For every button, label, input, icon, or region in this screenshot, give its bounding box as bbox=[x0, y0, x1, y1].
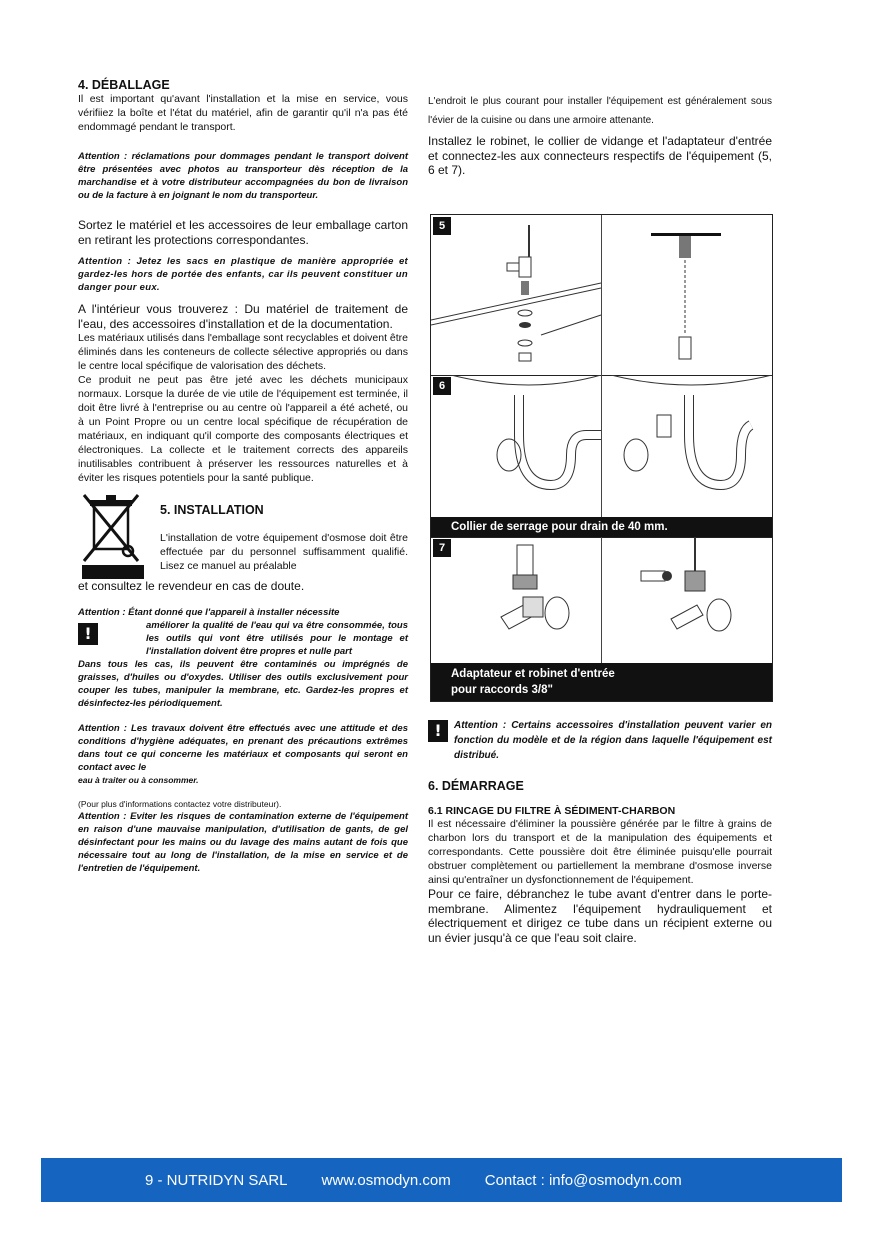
right-column-bottom bbox=[428, 718, 772, 945]
unpack-text: Sortez le matériel et les accessoires de leur emballage carton en retirant les protections correspondantes. bbox=[78, 218, 408, 247]
install-faucet-text: Installez le robinet, le collier de vidange et l'adaptateur d'entrée et connectez-les aux connecteurs respectifs de l'équipement (5, 6 et 7). bbox=[428, 134, 772, 177]
attention-install-lead: Attention : Étant donné que l'appareil à installer nécessite bbox=[78, 606, 340, 618]
section-4-intro: Il est important qu'avant l'installation et la mise en service, vous vérifiiez la boîte et l'état du matériel, afin de garantir qu'il n'a pas été endommagé pendant le transport. bbox=[78, 93, 408, 133]
attention-accessories: Attention : Certains accessoires d'installation peuvent varier en fonction du modèle et de la région dans laquelle l'équipement est distribué. bbox=[454, 720, 772, 761]
installation-figure bbox=[430, 214, 773, 702]
attention-hygiene: Attention : Les travaux doivent être effectués avec une attitude et des conditions d'hygiène adéquates, en prenant des précautions extrêmes dans tout ce qui concerne les matériaux et composants qui seront en contact avec le bbox=[78, 722, 408, 773]
attention-bags: Attention : Jetez les sacs en plastique de manière appropriée et gardez-les hors de portée des enfants, car ils peuvent constituer un danger pour eux. bbox=[78, 256, 408, 293]
caption-inlet-adapter-line1: Adaptateur et robinet d'entrée bbox=[451, 668, 615, 680]
section-6-1-text2: Pour ce faire, débranchez le tube avant d'entrer dans le porte-membrane. Alimentez l'équipement hydrauliquement et électriquement et dirigez ce tube dans un récipient externe ou un évier jusqu'à ce que l'eau soit claire. bbox=[428, 887, 772, 945]
installation-block bbox=[78, 491, 408, 583]
figure-panel-6 bbox=[431, 375, 772, 538]
footer-bar bbox=[41, 1158, 842, 1202]
left-column bbox=[78, 78, 408, 875]
right-column-top bbox=[428, 92, 772, 178]
warning-icon: ! bbox=[428, 720, 448, 742]
attention-accessories-row bbox=[428, 718, 772, 763]
section-4-title: 4. DÉBALLAGE bbox=[78, 78, 170, 92]
footer-page: 9 - NUTRIDYN SARL bbox=[145, 1171, 288, 1189]
section-6-1-title: 6.1 RINCAGE DU FILTRE À SÉDIMENT-CHARBON bbox=[428, 805, 676, 817]
more-info-text: (Pour plus d'informations contactez votre distributeur). bbox=[78, 798, 282, 809]
location-text: L'endroit le plus courant pour installer l'équipement est généralement sous l'évier de la cuisine ou dans une armoire attenante. bbox=[428, 96, 772, 126]
footer-website-link[interactable]: www.osmodyn.com bbox=[321, 1171, 451, 1189]
recycle-text: Les matériaux utilisés dans l'emballage sont recyclables et doivent être éliminés dans les conteneurs de collecte sélective appropriés ou dans le centre local spécifique de valorisation des déchets. bbox=[78, 332, 409, 372]
attention-claims: Attention : réclamations pour dommages pendant le transport doivent être présentées avec photos au transporteur dès réception de la marchandise et à votre distributeur accompagnées du bon de livraison ou de la facture à en joignant le nom du transporteur. bbox=[78, 151, 408, 201]
figure-number-6: 6 bbox=[433, 377, 451, 395]
caption-inlet-adapter bbox=[431, 663, 772, 701]
weee-bin-icon bbox=[80, 491, 144, 581]
section-5-text: L'installation de votre équipement d'osmose doit être effectuée par du personnel suffisamment qualifié. Lisez ce manuel au préalable bbox=[160, 532, 408, 572]
figure-number-5: 5 bbox=[433, 217, 451, 235]
figure-number-7: 7 bbox=[433, 539, 451, 557]
footer-contact[interactable]: Contact : info@osmodyn.com bbox=[484, 1171, 682, 1189]
figure-panel-7 bbox=[431, 537, 772, 701]
section-6-1-text: Il est nécessaire d'éliminer la poussière générée par le filtre à grains de charbon lors du transport et de la manipulation des équipements et correspondants. Cette poussière doit être éliminée puisqu'elle pourrait obstruer complètement ou partiellement la membrane d'osmose inverse ainsi qu'entraîner un dysfonctionnement de l'équipement. bbox=[428, 818, 772, 886]
caption-drain-clamp: Collier de serrage pour drain de 40 mm. bbox=[431, 517, 772, 537]
section-5-text-end: et consultez le revendeur en cas de doute. bbox=[78, 579, 305, 593]
disposal-text: Ce produit ne peut pas être jeté avec les déchets municipaux normaux. Lorsque la durée de vie utile de l'équipement est terminée, il doit être livré à l'entreprise ou au centre où l'appareil a été acheté, ou à un Point Propre ou un centre local spécifique de récupération de matériaux, en indiquant qu'il comporte des composants électriques et électroniques. La collecte et le traitement corrects des appareils inutilisables contribuent à préserver les ressources naturelles et à éviter les risques potentiels pour la santé publique. bbox=[78, 374, 408, 484]
caption-inlet-adapter-line2: pour raccords 3/8" bbox=[451, 684, 553, 696]
inside-text: A l'intérieur vous trouverez : Du matériel de traitement de l'eau, des accessoires d'installation et de la documentation. bbox=[78, 302, 408, 331]
attention-install-row bbox=[78, 619, 408, 658]
attention-contamination: Dans tous les cas, ils peuvent être contaminés ou imprégnés de graisses, d'huiles ou d'oxydes. Utiliser des outils exclusivement pour couper les tubes, manipuler la membrane, etc. Gardez-les propres et désinfectez-les périodiquement. bbox=[78, 658, 408, 709]
attention-install-rest: améliorer la qualité de l'eau qui va être consommée, tous les outils qui vont être utilisés pour le montage et l'installation doivent être propres et nulle part bbox=[146, 619, 408, 657]
section-5-title: 5. INSTALLATION bbox=[160, 503, 264, 517]
warning-icon: ! bbox=[78, 623, 98, 645]
attention-hygiene-end: eau à traiter ou à consommer. bbox=[78, 774, 199, 785]
section-6-title: 6. DÉMARRAGE bbox=[428, 779, 524, 793]
attention-avoid: Attention : Eviter les risques de contamination externe de l'équipement en raison d'une mauvaise manipulation, d'utilisation de gants, de gel désinfectant pour les mains ou du lavage des mains autant de fois que nécessaire tout au long de l'installation, de la mise en service et de l'entretien de l'équipement. bbox=[78, 810, 408, 874]
figure-panel-5 bbox=[431, 215, 772, 376]
